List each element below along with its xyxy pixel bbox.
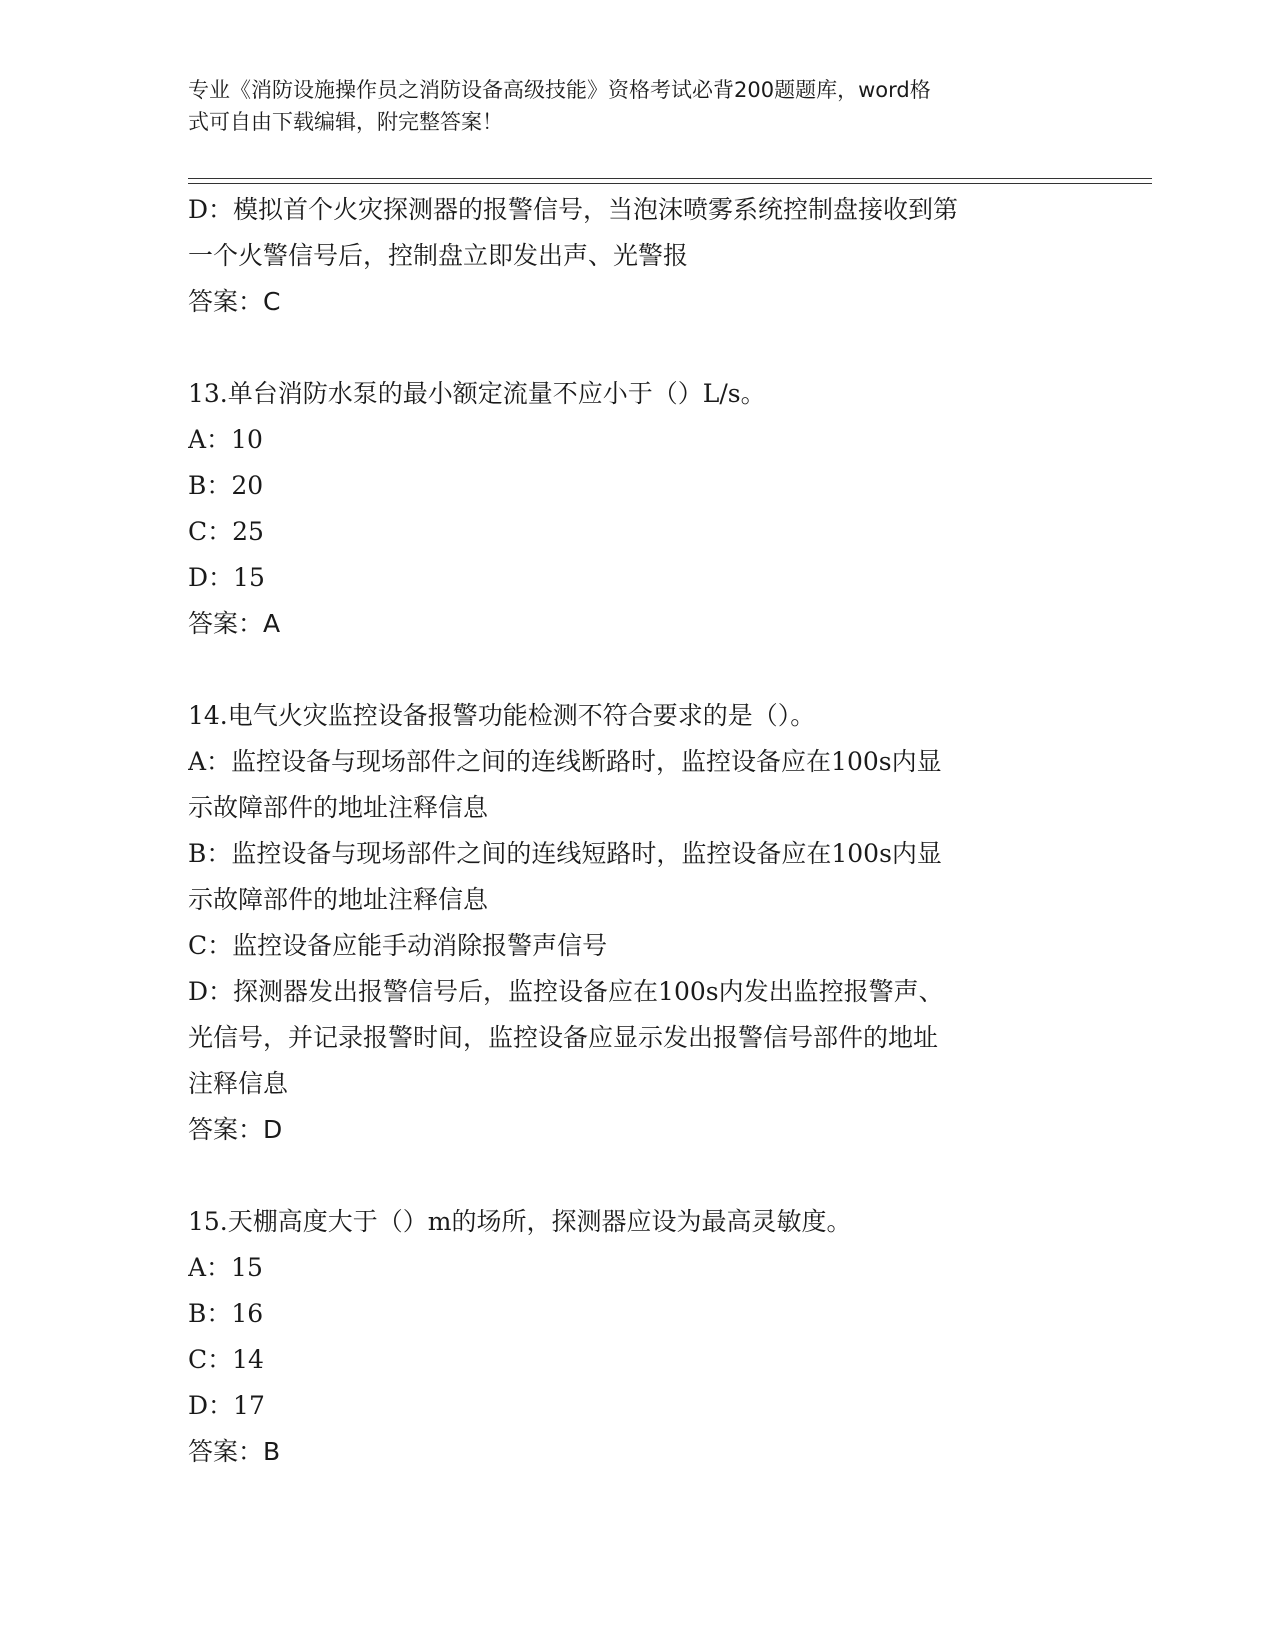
option-a: A：10	[188, 425, 263, 454]
option-a-line-2: 示故障部件的地址注释信息	[188, 793, 489, 822]
question-text: 15.天棚高度大于（）m的场所，探测器应设为最高灵敏度。	[188, 1207, 852, 1236]
answer: 答案：A	[188, 609, 281, 638]
question-14	[188, 693, 1088, 1153]
option-a: A：15	[188, 1253, 263, 1282]
option-c: C：14	[188, 1345, 264, 1374]
spacer	[188, 325, 1088, 371]
option-d: D：17	[188, 1391, 265, 1420]
spacer	[188, 1153, 1088, 1199]
answer: 答案：D	[188, 1115, 283, 1144]
option-b: B：16	[188, 1299, 264, 1328]
header-divider-bottom	[188, 183, 1152, 184]
option-d: D：15	[188, 563, 265, 592]
option-d-line-1: D：探测器发出报警信号后，监控设备应在100s内发出监控报警声、	[188, 977, 944, 1006]
option-b-line-1: B：监控设备与现场部件之间的连线短路时，监控设备应在100s内显	[188, 839, 942, 868]
option-c: C：监控设备应能手动消除报警声信号	[188, 931, 608, 960]
question-text: 13.单台消防水泵的最小额定流量不应小于（）L/s。	[188, 379, 766, 408]
question-13	[188, 371, 1088, 647]
header-line-2: 式可自由下载编辑，附完整答案！	[188, 110, 503, 134]
header-line-1: 专业《消防设施操作员之消防设备高级技能》资格考试必背200题题库，word格	[188, 78, 931, 102]
answer: 答案：B	[188, 1437, 281, 1466]
option-d-line-3: 注释信息	[188, 1069, 289, 1098]
question-text: 14.电气火灾监控设备报警功能检测不符合要求的是（）。	[188, 701, 816, 730]
document-body	[188, 187, 1088, 1475]
option-b-line-2: 示故障部件的地址注释信息	[188, 885, 489, 914]
document-header	[188, 74, 1088, 138]
option-a-line-1: A：监控设备与现场部件之间的连线断路时，监控设备应在100s内显	[188, 747, 942, 776]
option-b: B：20	[188, 471, 264, 500]
option-d-line-2: 一个火警信号后，控制盘立即发出声、光警报	[188, 241, 689, 270]
header-divider-top	[188, 178, 1152, 179]
option-d-line-1: D：模拟首个火灾探测器的报警信号，当泡沫喷雾系统控制盘接收到第	[188, 195, 959, 224]
question-12-continuation	[188, 187, 1088, 325]
answer: 答案：C	[188, 287, 281, 316]
option-c: C：25	[188, 517, 264, 546]
question-15	[188, 1199, 1088, 1475]
spacer	[188, 647, 1088, 693]
option-d-line-2: 光信号，并记录报警时间，监控设备应显示发出报警信号部件的地址	[188, 1023, 939, 1052]
